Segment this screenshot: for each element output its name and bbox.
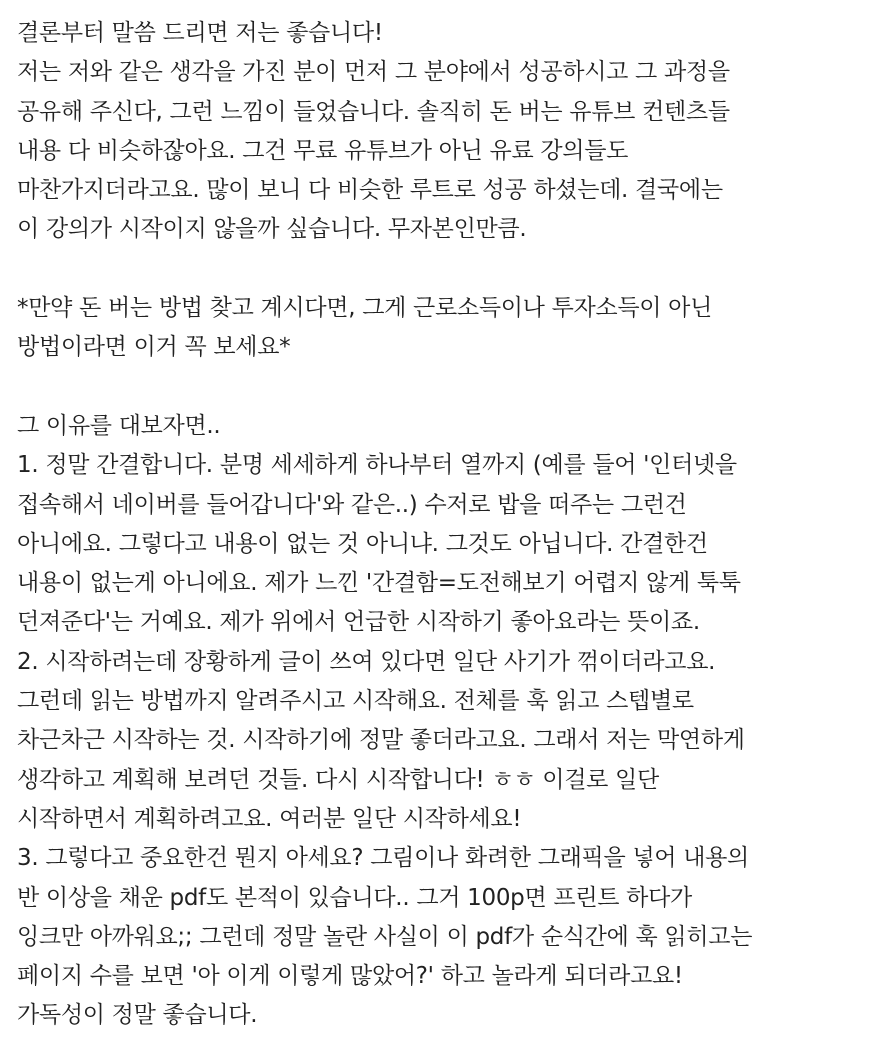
review-line: *만약 돈 버는 방법 찾고 계시다면, 그게 근로소득이나 투자소득이 아닌: [17, 295, 713, 322]
review-line: 아니에요. 그렇다고 내용이 없는 것 아니냐. 그것도 아닙니다. 간결한건: [17, 530, 708, 557]
review-line: 저는 저와 같은 생각을 가진 분이 먼저 그 분야에서 성공하시고 그 과정을: [17, 59, 730, 86]
review-line: 잉크만 아까워요;; 그런데 정말 놀란 사실이 이 pdf가 순식간에 훅 읽히고는: [17, 923, 753, 950]
review-line: 공유해 주신다, 그런 느낌이 들었습니다. 솔직히 돈 버는 유튜브 컨텐츠들: [17, 98, 730, 125]
review-line: 던져준다'는 거예요. 제가 위에서 언급한 시작하기 좋아요라는 뜻이죠.: [17, 609, 700, 636]
review-line: 그 이유를 대보자면..: [17, 412, 221, 439]
review-line: 생각하고 계획해 보려던 것들. 다시 시작합니다! ㅎㅎ 이걸로 일단: [17, 766, 659, 793]
review-line: 결론부터 말씀 드리면 저는 좋습니다!: [17, 20, 383, 46]
review-line: 차근차근 시작하는 것. 시작하기에 정말 좋더라고요. 그래서 저는 막연하게: [17, 727, 745, 754]
review-line: 접속해서 네이버를 들어갑니다'와 같은..) 수저로 밥을 떠주는 그런건: [17, 491, 687, 518]
review-line: 가독성이 정말 좋습니다.: [17, 1002, 258, 1029]
review-line: 1. 정말 간결합니다. 분명 세세하게 하나부터 열까지 (예를 들어 '인터넷을: [17, 452, 737, 479]
review-line: 이 강의가 시작이지 않을까 싶습니다. 무자본인만큼.: [17, 216, 527, 243]
review-line: 페이지 수를 보면 '아 이게 이렇게 많았어?' 하고 놀라게 되더라고요!: [17, 963, 683, 990]
review-line: 그런데 읽는 방법까지 알려주시고 시작해요. 전체를 훅 읽고 스텝별로: [17, 688, 694, 715]
review-line: 3. 그렇다고 중요한건 뭔지 아세요? 그림이나 화려한 그래픽을 넣어 내용의: [17, 845, 749, 872]
review-line: 마찬가지더라고요. 많이 보니 다 비슷한 루트로 성공 하셨는데. 결국에는: [17, 177, 723, 204]
review-line: 내용이 없는게 아니에요. 제가 느낀 '간결함=도전해보기 어렵지 않게 툭툭: [17, 570, 741, 597]
blank-line: [17, 368, 883, 407]
review-line: 내용 다 비슷하잖아요. 그건 무료 유튜브가 아닌 유료 강의들도: [17, 137, 629, 164]
review-line: 2. 시작하려는데 장황하게 글이 쓰여 있다면 일단 사기가 꺾이더라고요.: [17, 648, 716, 675]
review-text: [17, 14, 883, 1036]
review-line: 시작하면서 계획하려고요. 여러분 일단 시작하세요!: [17, 805, 522, 832]
review-line: 방법이라면 이거 꼭 보세요*: [17, 334, 291, 361]
blank-line: [17, 250, 883, 289]
review-line: 반 이상을 채운 pdf도 본적이 있습니다.. 그거 100p면 프린트 하다가: [17, 884, 692, 911]
